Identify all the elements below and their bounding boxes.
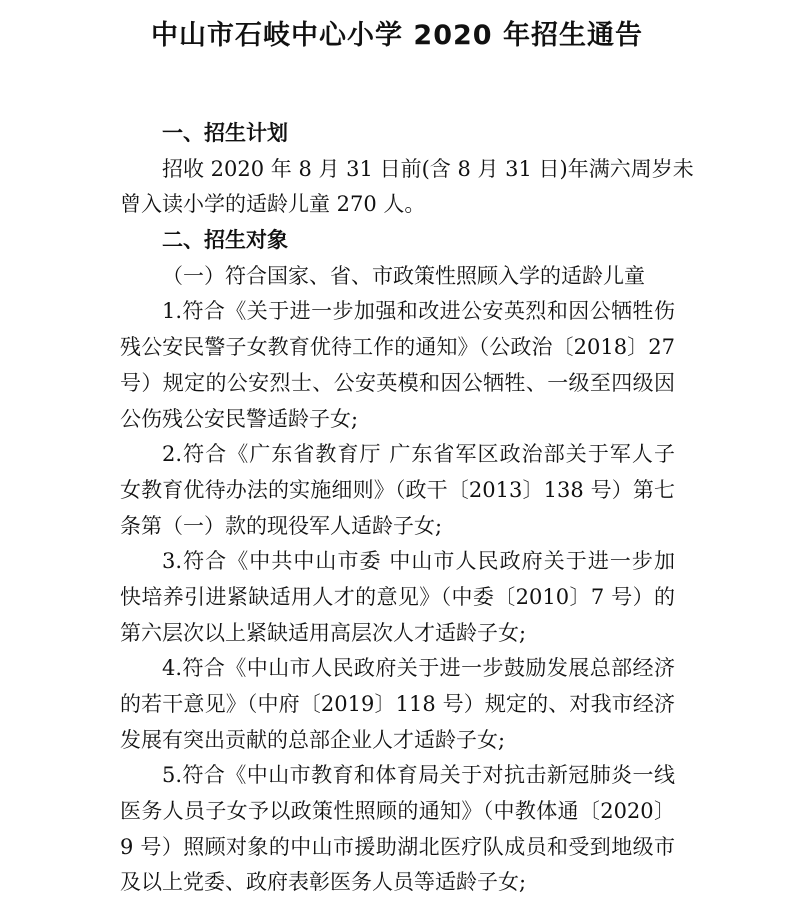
paragraph-line: 3.符合《中共中山市委 中山市人民政府关于进一步加 — [162, 549, 675, 574]
paragraph-line: 5.符合《中山市教育和体育局关于对抗击新冠肺炎一线 — [162, 763, 675, 788]
paragraph-line: 招收 2020 年 8 月 31 日前(含 8 月 31 日)年满六周岁未 — [162, 156, 694, 181]
paragraph-line: 的若干意见》（中府〔2019〕118 号）规定的、对我市经济 — [120, 692, 675, 716]
paragraph-line: 曾入读小学的适龄儿童 270 人。 — [120, 192, 426, 217]
paragraph-line: 号）规定的公安烈士、公安英模和因公牺牲、一级至四级因 — [120, 370, 675, 395]
paragraph-line: 1.符合《关于进一步加强和改进公安英烈和因公牺牲伤 — [162, 299, 675, 324]
section-heading-plan: 一、招生计划 — [162, 121, 288, 145]
paragraph-line: 及以上党委、政府表彰医务人员等适龄子女; — [120, 870, 527, 895]
paragraph-line: 4.符合《中山市人民政府关于进一步鼓励发展总部经济 — [162, 656, 675, 681]
sub-heading: （一）符合国家、省、市政策性照顾入学的适龄儿童 — [162, 263, 645, 288]
paragraph-line: 公伤残公安民警适龄子女; — [120, 406, 359, 431]
section-heading-targets: 二、招生对象 — [162, 228, 288, 253]
paragraph-line: 残公安民警子女教育优待工作的通知》（公政治〔2018〕27 — [120, 335, 675, 360]
paragraph-line: 发展有突出贡献的总部企业人才适龄子女; — [120, 727, 506, 752]
paragraph-line: 女教育优待办法的实施细则》（政干〔2013〕138 号）第七 — [120, 477, 675, 502]
document-body — [120, 116, 694, 901]
paragraph-line: 医务人员子女予以政策性照顾的通知》（中教体通〔2020〕 — [120, 799, 675, 824]
paragraph-line: 第六层次以上紧缺适用高层次人才适龄子女; — [120, 620, 527, 645]
paragraph-line: 2.符合《广东省教育厅 广东省军区政治部关于军人子 — [162, 442, 675, 467]
document-title: 中山市石岐中心小学 2020 年招生通告 — [151, 20, 643, 51]
paragraph-line: 条第（一）款的现役军人适龄子女; — [120, 513, 443, 538]
paragraph-line: 9 号）照顾对象的中山市援助湖北医疗队成员和受到地级市 — [120, 834, 675, 859]
paragraph-line: 快培养引进紧缺适用人才的意见》（中委〔2010〕7 号）的 — [120, 584, 675, 609]
